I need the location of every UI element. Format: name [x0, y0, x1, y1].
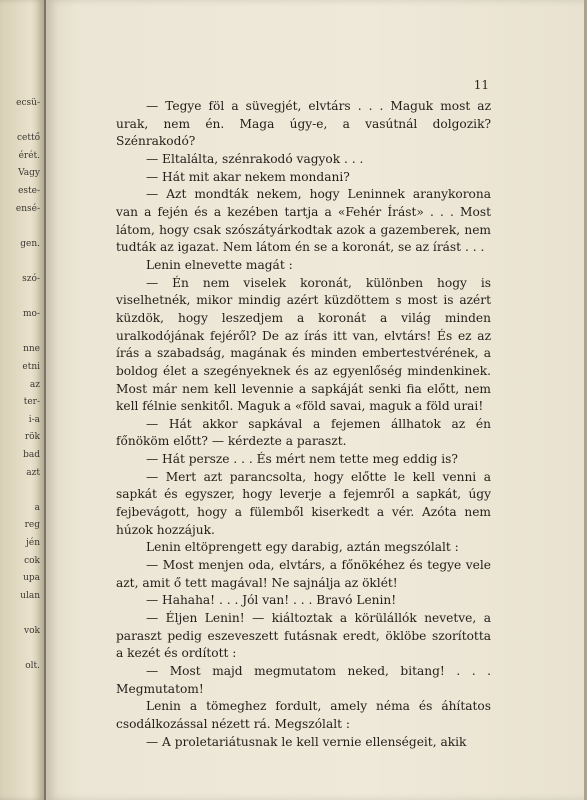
paragraph: — Hát akkor sapkával a fejemen állhatok az én főnököm előtt? — kérdezte a paraszt. [116, 416, 491, 449]
left-page-fragment: Vagy [18, 168, 40, 179]
paragraph: — Én nem viselek koronát, különben hogy is viselhetnék, mikor mindig azért küzdöttem s most is azért küzdök, hogy leszedjem a koronát a világ minden uralkodójának fejéről? De az írás itt van, elvtárs! És ez az írás a szabadság, magának és minden embertestvérének, a boldog élet a szegényeknek és az egyenlőség mindenkinek. Most már nem kell levennie a sapkáját senki fia előtt, nem kell félnie senkitől. Maguk a «föld savai, maguk a föld urai! [116, 275, 491, 414]
left-page-fragment: az [29, 379, 40, 390]
left-page-fragment: ter- [23, 397, 40, 408]
left-page-fragment: érét. [18, 150, 40, 161]
left-page-fragment: gen. [20, 238, 40, 249]
left-page-fragment: azt [26, 467, 40, 478]
left-page-fragment: ensé- [15, 203, 40, 214]
left-page-fragment: upa [23, 573, 40, 584]
paragraph: — Mert azt parancsolta, hogy előtte le kell venni a sapkát és egyszer, hogy leverje a fejemről a sapkát, úgy fejbevágott, hogy a fülemből kiserkedt a vér. Azóta nem húzok hozzájuk. [116, 469, 491, 537]
paragraph: Lenin a tömeghez fordult, amely néma és áhítatos csodálkozással nézett rá. Megszólalt : [116, 699, 491, 731]
right-page [46, 0, 584, 800]
paragraph: — Most majd megmutatom neked, bitang! . . . Megmutatom! [116, 664, 491, 696]
paragraph: — Hát mit akar nekem mondani? [146, 169, 350, 184]
left-page-fragment: rök [24, 432, 40, 443]
body-text [116, 98, 491, 751]
page-number: 11 [473, 78, 489, 92]
left-page-fragment: olt. [25, 661, 40, 672]
paragraph: — Hahaha! . . . Jól van! . . . Bravó Lenin! [146, 593, 397, 608]
paragraph: — Tegye föl a süvegjét, elvtárs . . . Maguk most az urak, nem én. Maga úgy-e, a vasútnál dolgozik? Szénrakodó? [116, 99, 491, 149]
paragraph: Lenin eltöprengett egy darabig, aztán megszólalt : [146, 540, 459, 555]
left-page-fragment: vok [24, 626, 40, 636]
left-page-fragment: jén [26, 538, 40, 548]
left-page-fragment: a [34, 502, 40, 513]
left-page-fragment: etni [22, 362, 40, 372]
left-page-fragment: cettő [16, 133, 40, 144]
left-page-fragment: este- [18, 186, 40, 196]
paragraph: — Hát persze . . . És mért nem tette meg eddig is? [146, 452, 458, 467]
paragraph: — Most menjen oda, elvtárs, a főnökéhez és tegye vele azt, amit ő tett magával! Ne sajnálja az öklét! [116, 558, 491, 590]
left-page-fragment: ulan [20, 590, 40, 601]
left-page-fragment: bad [23, 450, 40, 460]
left-page-fragment: i-a [28, 414, 40, 425]
paragraph: — Azt mondták nekem, hogy Leninnek aranykorona van a fején és a kezében tartja a «Fehér Írást» . . . Most látom, hogy csak szószátyárkodtak azok a gazemberek, nem tudták az igazat. Nem látom én se a koronát, se az írást . . . [116, 187, 491, 255]
left-page-fragment: ecsü- [16, 98, 40, 108]
left-page-fragment: mo- [23, 309, 40, 320]
paragraph: — A proletariátusnak le kell vernie ellenségeit, akik [146, 734, 467, 749]
left-page-fragment: reg [24, 520, 40, 531]
left-page-fragment: szó- [22, 274, 40, 284]
paragraph: — Eltalálta, szénrakodó vagyok . . . [146, 151, 364, 166]
left-page-fragment: cok [24, 555, 40, 566]
paragraph: Lenin elnevette magát : [146, 257, 293, 272]
left-page-edge [0, 0, 46, 800]
left-page-fragment: nne [23, 344, 40, 355]
paragraph: — Éljen Lenin! — kiáltoztak a körülállók nevetve, a paraszt pedig eszeveszett futásnak eredt, öklöbe szorította a kezét és ordított : [116, 611, 491, 661]
